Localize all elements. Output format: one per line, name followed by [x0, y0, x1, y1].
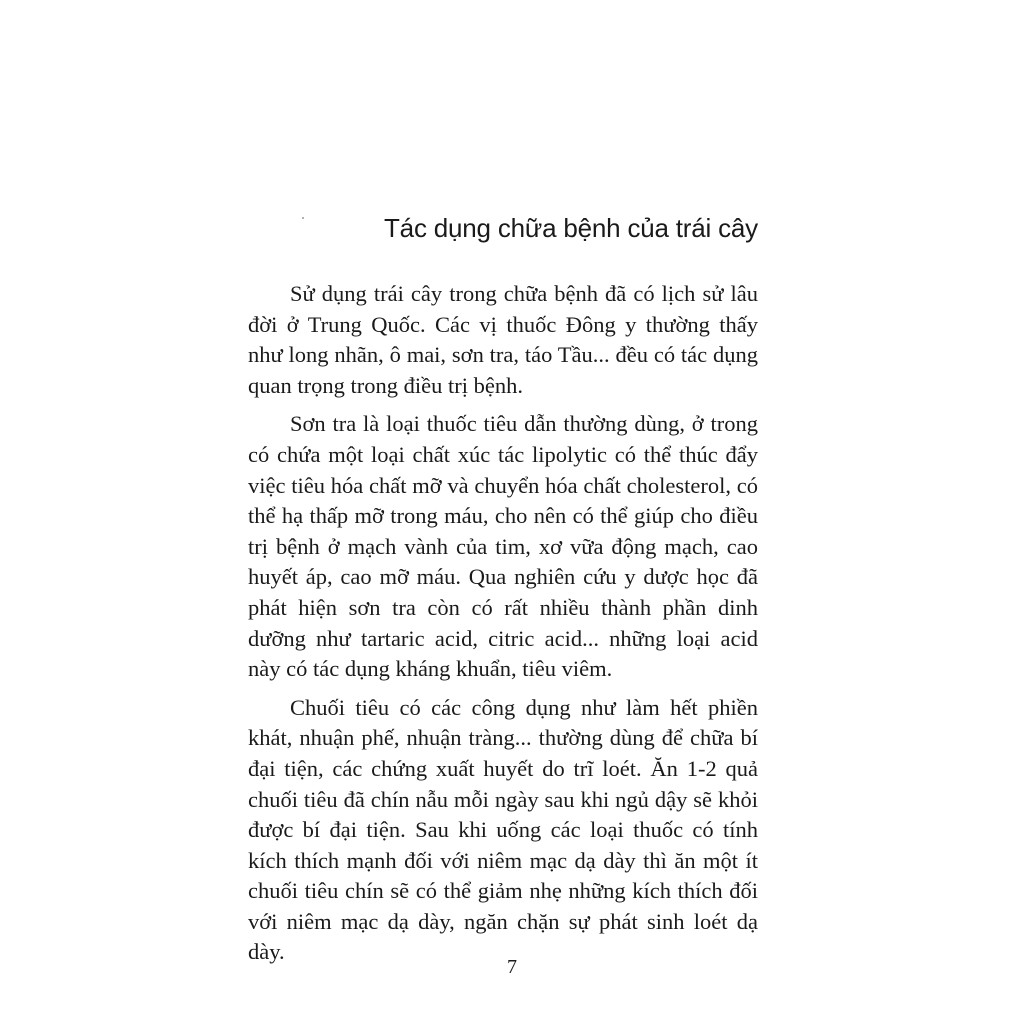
- paragraph-2: Sơn tra là loại thuốc tiêu dẫn thường dùng, ở trong có chứa một loại chất xúc tác lipolytic có thể thúc đẩy việc tiêu hóa chất mỡ và chuyển hóa chất cholesterol, có thể hạ thấp mỡ trong máu, cho nên có thể giúp cho điều trị bệnh ở mạch vành của tim, xơ vữa động mạch, cao huyết áp, cao mỡ máu. Qua nghiên cứu y dược học đã phát hiện sơn tra còn có rất nhiều thành phần dinh dưỡng như tartaric acid, citric acid... những loại acid này có tác dụng kháng khuẩn, tiêu viêm.: [248, 411, 758, 682]
- chapter-title: Tác dụng chữa bệnh của trái cây: [384, 213, 758, 243]
- page-content: [248, 205, 758, 976]
- page-number: 7: [507, 956, 517, 978]
- paragraph-1: Sử dụng trái cây trong chữa bệnh đã có lịch sử lâu đời ở Trung Quốc. Các vị thuốc Đông y thường thấy như long nhãn, ô mai, sơn tra, táo Tầu... đều có tác dụng quan trọng trong điều trị bệnh.: [248, 281, 758, 398]
- paragraph-3: Chuối tiêu có các công dụng như làm hết phiền khát, nhuận phế, nhuận tràng... thường dùng để chữa bí đại tiện, các chứng xuất huyết do trĩ loét. Ăn 1-2 quả chuối tiêu đã chín nẫu mỗi ngày sau khi ngủ dậy sẽ khỏi được bí đại tiện. Sau khi uống các loại thuốc có tính kích thích mạnh đối với niêm mạc dạ dày thì ăn một ít chuối tiêu chín sẽ có thể giảm nhẹ những kích thích đối với niêm mạc dạ dày, ngăn chặn sự phát sinh loét dạ dày.: [248, 694, 758, 965]
- body-text: [248, 279, 758, 968]
